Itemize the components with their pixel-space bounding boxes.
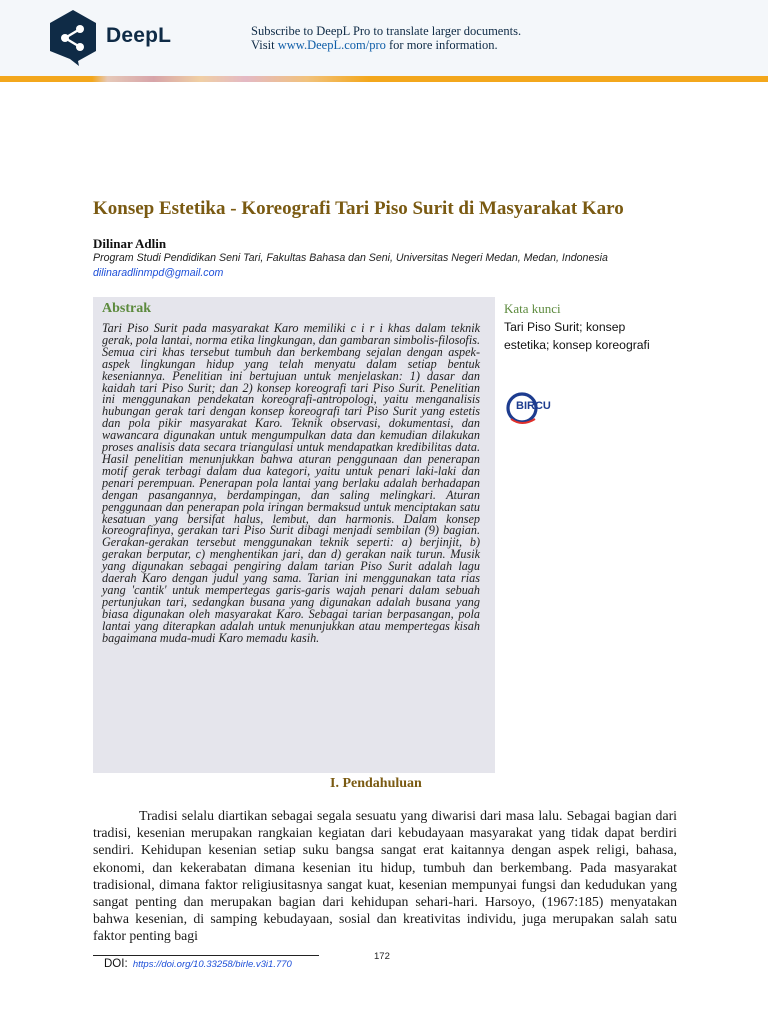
doi-line — [104, 958, 292, 970]
banner-line-2-suffix: for more information. — [385, 38, 498, 52]
abstract-text: Tari Piso Surit pada masyarakat Karo memiliki c i r i khas dalam teknik gerak, pola lantai, norma etika lingkungan, dan gambaran simbolis-filosofis. Semua ciri khas tersebut tumbuh dan berkembang sejalan dengan aspek-aspek lingkungan hidup yang telah menyatu dalam setiap bentuk keseniannya. Penelitian ini bertujuan untuk menjelaskan: 1) dasar dan kaidah tari Piso Surit; dan 2) konsep koreografi tari Piso Surit. Penelitian ini menggunakan pendekatan koreografi-antropologi, yaitu menganalisis hubungan gerak tari dengan konsep koreografi tari Piso Surit yang estetis dan pola pikir masyarakat Karo. Teknik observasi, dokumentasi, dan wawancara digunakan untuk mengumpulkan data dan kemudian dilakukan proses analisis data secara triangulasi untuk mendapatkan kredibilitas data. Hasil penelitian menunjukkan bahwa aturan penggunaan dan penerapan motif gerak terbagi dalam dua kategori, yaitu untuk penari laki-laki dan penari perempuan. Penerapan pola lantai yang berlaku adalah berhadapan dengan pasangannya, berdampingan, dan saling melingkari. Aturan penggunaan dan penerapan pola iringan bermaksud untuk menciptakan satu kesatuan yang bersifat halus, lembut, dan harmonis. Dalam konsep koreografinya, gerakan tari Piso Surit dibagi menjadi sembilan (9) bagian. Gerakan-gerakan tersebut menggunakan teknik seperti: a) berjinjit, b) gerakan berputar, c) menghentikan jari, dan d) gerakan naik turun. Musik yang digunakan sebagai pengiring dalam tarian Piso Surit adalah lagu daerah Karo dengan judul yang sama. Tarian ini menggunakan tata rias yang 'cantik' untuk mempertegas garis-garis wajah penari dalam sebuah pertunjukan tari, sedangkan busana yang digunakan adalah busana yang biasa digunakan oleh masyarakat Karo. Sebagai tarian berpasangan, pola lantai yang diterapkan adalah untuk menunjukkan atau mempertegas kisah bagaimana muda-mudi Karo memadu kasih. — [102, 321, 480, 645]
abstract-heading: Abstrak — [102, 301, 152, 316]
banner-color-strip — [0, 76, 768, 82]
body-paragraph: Tradisi selalu diartikan sebagai segala sesuatu yang diwarisi dari masa lalu. Sebagai bagian dari tradisi, kesenian merupakan rangkaian kegiatan dari kebudayaan masyarakat yang tidak dapat berdiri sendiri. Kehidupan kesenian setiap suku bangsa sangat erat kaitannya dengan aspek religi, bahasa, ekonomi, dan kekerabatan dimana kesenian itu hidup, tumbuh dan berkembang. Pada masyarakat tradisional, dimana faktor religiusitasnya sangat kuat, kesenian mempunyai fungsi dan kedudukan yang sangat penting dan merupakan bagian dari kehidupan sehari-hari. Harsoyo, (1967:185) menyatakan bahwa kesenian, di samping kebudayaan, sosial dan kreativitas individu, juga merupakan salah satu faktor penting bagi — [93, 808, 677, 944]
banner-message — [251, 24, 521, 52]
footer-divider — [93, 955, 319, 956]
banner-line-1: Subscribe to DeepL Pro to translate larger documents. — [251, 24, 522, 38]
doi-link[interactable]: https://doi.org/10.33258/birle.v3i1.770 — [132, 959, 292, 970]
page-number: 172 — [374, 951, 390, 962]
deepl-logo-text[interactable]: DeepL — [106, 24, 172, 47]
keywords-text: Tari Piso Surit; konsep estetika; konsep koreografi — [504, 320, 650, 352]
deepl-banner — [0, 0, 768, 80]
author-name: Dilinar Adlin — [93, 236, 167, 251]
abstract-box — [93, 297, 495, 773]
deepl-pro-link[interactable]: www.DeepL.com/pro — [277, 38, 386, 52]
author-affiliation: Program Studi Pendidikan Seni Tari, Fakultas Bahasa dan Seni, Universitas Negeri Medan, Medan, Indonesia — [93, 252, 608, 264]
keywords-heading: Kata kunci — [504, 301, 561, 316]
banner-line-2 — [251, 38, 521, 52]
article-title: Konsep Estetika - Koreografi Tari Piso Surit di Masyarakat Karo — [93, 198, 624, 219]
bircu-logo-text: BIRCU — [516, 400, 551, 412]
banner-line-2-prefix: Visit — [251, 38, 278, 52]
bircu-publisher-logo — [505, 389, 557, 427]
author-email-link[interactable]: dilinaradlinmpd@gmail.com — [93, 267, 224, 279]
section-title: I. Pendahuluan — [330, 776, 422, 791]
deepl-logo-icon[interactable] — [48, 9, 98, 67]
doi-label: DOI: — [104, 958, 131, 970]
